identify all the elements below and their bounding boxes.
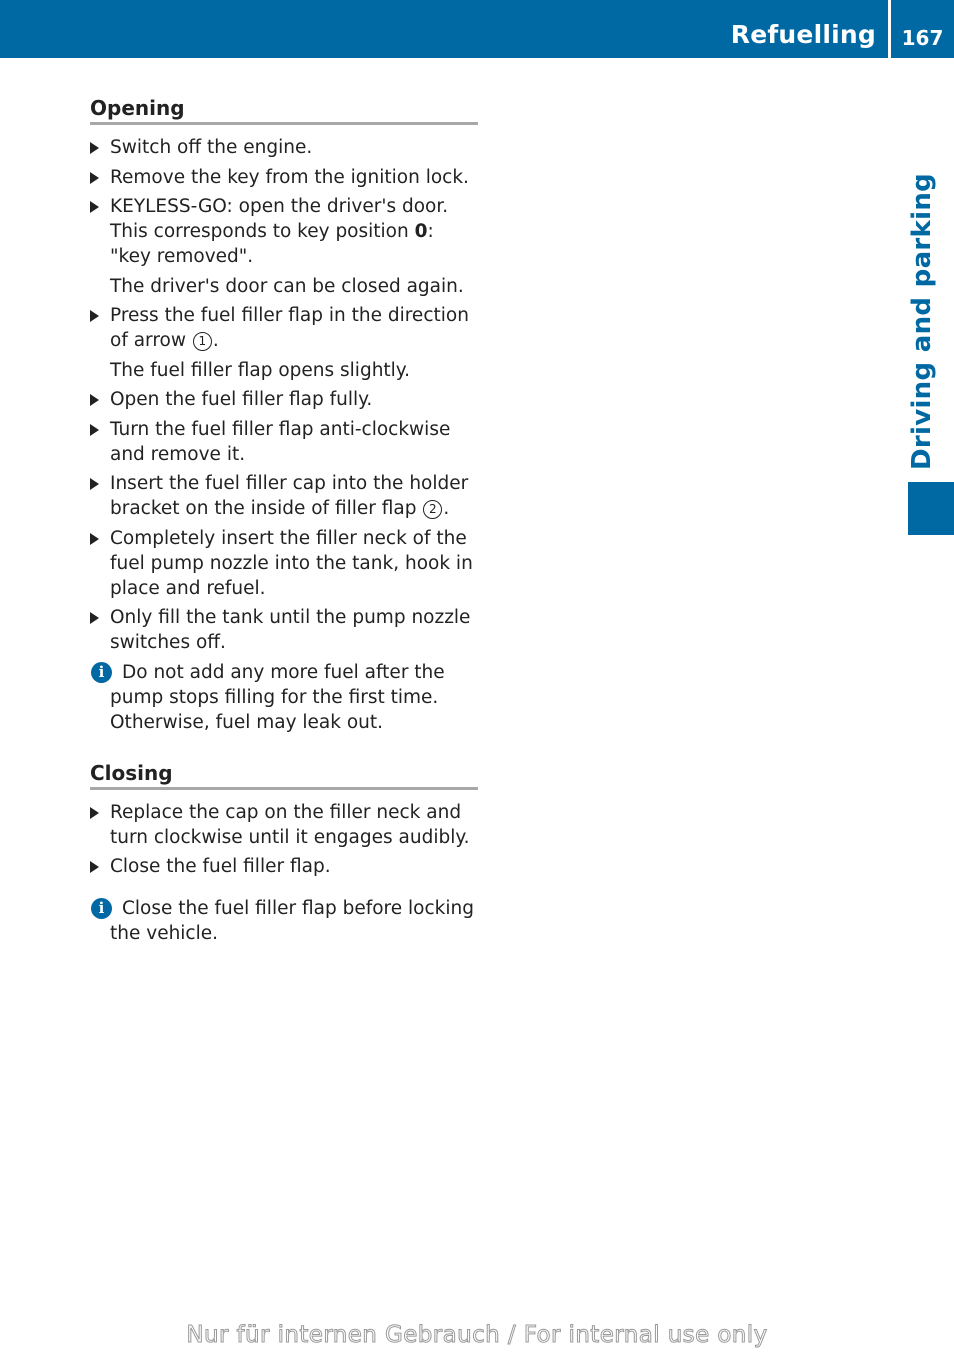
closing-heading: Closing (90, 761, 478, 790)
opening-heading: Opening (90, 96, 478, 125)
arrow-bullet-icon (90, 310, 99, 322)
step-text: Switch off the engine. (110, 137, 313, 158)
arrow-bullet-icon (90, 172, 99, 184)
step-text: Replace the cap on the filler neck and turn clockwise until it engages audibly. (110, 801, 470, 848)
arrow-bullet-icon (90, 807, 99, 819)
step-text: Open the fuel filler flap fully. (110, 389, 373, 410)
instruction-step (90, 165, 478, 190)
instruction-step (90, 303, 478, 353)
arrow-bullet-icon (90, 533, 99, 545)
step-text: : "key removed". (110, 221, 434, 267)
info-note (90, 896, 478, 946)
note-text: Do not add any more fuel after the pump stops filling for the first time. Otherwise, fuel may leak out. (110, 661, 445, 733)
info-icon: i (91, 662, 112, 683)
instruction-step (90, 605, 478, 655)
side-tab-label: Driving and parking (907, 172, 937, 470)
arrow-bullet-icon (90, 142, 99, 154)
instruction-step (90, 417, 478, 467)
main-content (90, 96, 478, 950)
info-icon: i (91, 898, 112, 919)
instruction-step (90, 135, 478, 160)
arrow-bullet-icon (90, 201, 99, 213)
arrow-bullet-icon (90, 861, 99, 873)
callout-marker: 1 (193, 332, 212, 351)
step-text: Press the fuel filler flap in the direction of arrow (110, 305, 469, 351)
step-text: . (212, 330, 219, 351)
step-text: Only fill the tank until the pump nozzle switches off. (110, 607, 471, 653)
internal-use-watermark: Nur für internen Gebrauch / For internal use only (186, 1322, 768, 1348)
callout-marker: 2 (423, 500, 442, 519)
instruction-step (90, 800, 478, 850)
step-text: Close the fuel filler flap. (110, 856, 331, 877)
instruction-step (90, 854, 478, 879)
step-text: . (443, 498, 450, 519)
key-position: 0 (414, 221, 428, 242)
step-text: This corresponds to key position (110, 221, 415, 242)
section-title: Refuelling (730, 20, 876, 49)
instruction-step (90, 471, 478, 521)
arrow-bullet-icon (90, 612, 99, 624)
instruction-step (90, 194, 478, 269)
step-result: The fuel filler flap opens slightly. (110, 359, 411, 381)
page-number: 167 (901, 26, 944, 50)
step-text: Completely insert the filler neck of the fuel pump nozzle into the tank, hook in place and refuel. (110, 527, 473, 599)
info-note (90, 660, 478, 735)
step-text: Insert the fuel filler cap into the holder bracket on the inside of filler flap (110, 473, 469, 519)
header-bar (0, 0, 954, 58)
arrow-bullet-icon (90, 424, 99, 436)
step-text: Turn the fuel filler flap anti-clockwise and remove it. (110, 418, 451, 465)
arrow-bullet-icon (90, 394, 99, 406)
step-result: The driver's door can be closed again. (110, 275, 464, 297)
arrow-bullet-icon (90, 478, 99, 490)
note-text: Close the fuel filler flap before locking the vehicle. (110, 897, 474, 944)
instruction-step (90, 387, 478, 412)
step-text: Remove the key from the ignition lock. (110, 166, 469, 188)
side-tab-marker (908, 482, 954, 535)
instruction-step (90, 526, 478, 601)
spacer (90, 884, 478, 896)
step-text: KEYLESS-GO: open the driver's door. (110, 196, 449, 217)
